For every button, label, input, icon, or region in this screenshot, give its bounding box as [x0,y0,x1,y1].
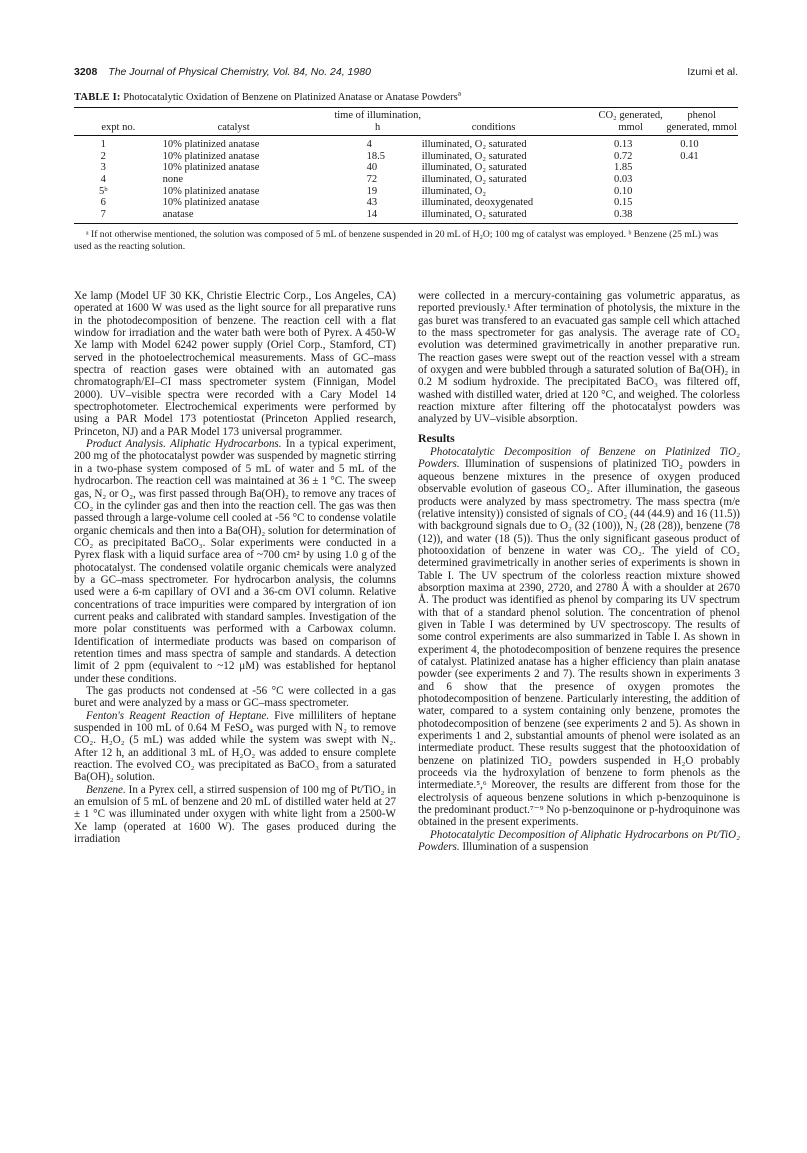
header-expt-no: expt no. [101,121,136,133]
journal-citation: The Journal of Physical Chemistry, Vol. 84, No. 24, 1980 [108,66,371,78]
cell-expt-no: 5ᵇ [99,185,108,197]
paragraph [418,829,740,854]
runin-heading: Photocatalytic Decomposition of Benzene on Platinized TiO₂ Powders. [418,446,740,471]
table-row [74,197,738,209]
cell-conditions: illuminated, O₂ saturated [421,173,527,185]
cell-expt-no: 3 [100,162,106,174]
cell-catalyst: 10% platinized anatase [162,185,260,197]
paragraph [418,446,740,829]
paragraph-text: Five milliliters of heptane suspended in 100 mL of 0.64 M FeSO₄ was purged with N₂ to remove CO₂. H₂O₂ (5 mL) was added while the system was swept with N₂. After 12 h, an additional 3 mL of H₂O₂ was added to ensure complete reaction. The evolved CO₂ was precipitated as BaCO₃ from a saturated Ba(OH)₂ solution. [74,709,397,784]
runin-heading: Benzene. [86,783,126,796]
cell-catalyst: 10% platinized anatase [162,162,260,174]
right-column [418,290,740,853]
cell-catalyst: 10% platinized anatase [162,150,260,162]
header-conditions: conditions [471,121,516,133]
cell-conditions: illuminated, deoxygenated [421,197,534,209]
table-1 [74,88,738,252]
table-row [74,151,738,163]
cell-co2: 0.15 [614,197,633,209]
table-caption [74,88,738,103]
cell-time: 19 [366,185,378,197]
cell-phenol [665,197,738,209]
cell-co2: 1.85 [614,162,633,174]
runin-heading: Fenton's Reagent Reaction of Heptane. [86,709,270,722]
page-number: 3208 [74,66,98,78]
left-column [74,290,396,845]
paragraph-text: Illumination of a suspension [462,841,589,854]
header-co2: CO₂ generated, mmol [598,110,663,133]
cell-conditions: illuminated, O₂ saturated [421,162,527,174]
table-footnote: ᵃ If not otherwise mentioned, the solution was composed of 5 mL of benzene suspended in 20 mL of H₂O; 100 mg of catalyst was employed. ᵇ Benzene (25 mL) was used as the reacting solution. [74,229,719,252]
cell-conditions: illuminated, O₂ saturated [421,150,527,162]
table-row [74,186,738,198]
header-time: time of illumination, h [334,110,421,133]
cell-expt-no: 2 [100,150,106,162]
cell-phenol: 0.41 [680,150,699,162]
cell-expt-no: 6 [100,197,106,209]
cell-time: 72 [366,173,378,185]
cell-catalyst: anatase [162,208,194,220]
paragraph-text: In a typical experiment, 200 mg of the photocatalyst powder was suspended by magnetic stirring in a two-phase system composed of 5 mL of water and 5 mL of the hydrocarbon. The reaction cell was maintained at 36 ± 1 °C. The sweep gas, N₂ or O₂, was first passed through Ba(OH)₂ to remove any traces of CO₂ in the cylinder gas and then into the reaction cell. The gas was then passed through a large-volume cell cooled at -56 °C to condense volatile organic chemicals and then into a Ba(OH)₂ solution for determination of CO₂ as precipitated BaCO₃. Solar experiments were conducted in a Pyrex flask with a liquid surface area of ~700 cm² by using 1.0 g of the photocatalyst. The condensed volatile organic chemicals were analyzed by a GC–mass spectrometer. For hydrocarbon analysis, the columns used were a 6-m capillary of OVI and a 36-cm OVI column. Relative concentrations of trace impurities were compared by intergration of ion current peaks and calibrated with standard samples. Investigation of the more polar constituents was performed with a Carbowax column. Identification of intermediate products was based on comparison of retention times and mass spectra of sample and standards. A detection limit of 2 ppm (equivalent to ~12 μM) was established for heptanol under these conditions. [74,438,396,685]
cell-co2: 0.72 [614,150,633,162]
running-head [74,66,738,84]
cell-catalyst: none [162,173,183,185]
cell-phenol: 0.10 [680,139,699,151]
paragraph [74,438,396,685]
table-label: TABLE I: [74,92,121,103]
header-phenol: phenol generated, mmol [666,110,737,133]
cell-co2: 0.10 [614,185,633,197]
cell-phenol [665,162,738,174]
cell-catalyst: 10% platinized anatase [162,139,260,151]
cell-time: 43 [366,197,378,209]
section-heading: Results [418,430,455,445]
paragraph-text: Illumination of suspensions of platinized TiO₂ powders in aqueous benzene mixtures in the presence of oxygen produced observable evolution of gaseous CO₂. After illumination, the gaseous products were analyzed by mass spectrometry. The mass spectra (m/e (relative intensity)) consisted of signals of CO₂ (44 (44.9) and 16 (11.5)) with background signals due to O₂ (32 (100)), N₂ (28 (28)), benzene (78 (12)), and water (18 (5)). Thus the only significant gaseous product of photooxidation of benzene in water was CO₂. The yield of CO₂ determined gravimetrically in another series of experiments is shown in Table I. The UV spectrum of the colorless reaction mixture showed absorption maxima at 2390, 2720, and 2780 Å with a shoulder at 2670 Å. The product was identified as phenol by comparing its UV spectrum with that of a standard phenol solution. The concentration of phenol given in Table I was determined by UV spectroscopy. The results of some control experiments are also summarized in Table I. As shown in experiment 4, the photodecomposition of benzene requires the presence of catalyst. Platinized anatase has a higher efficiency than plain anatase powder (see experiments 2 and 7). The results shown in experiments 3 and 6 show that the presence of oxygen promotes the photodecomposition of benzene. Particularly interesting, the addition of water, compared to a system containing only benzene, promotes the photodecomposition of benzene (see experiments 2 and 5). As shown in experiments 1 and 2, substantial amounts of phenol were isolated as an intermediate product. These results suggest that the photooxidation of benzene on platinized TiO₂ powders suspended in H₂O probably proceeds via the hydroxylation of benzene to form phenols as the intermediate.⁵,⁶ Moreover, the results are different from those for the electrolysis of aqueous benzene solutions in which p-benzoquinone is the predominant product.⁷⁻⁹ No p-benzoquinone or p-hydroquinone was obtained in the present experiments. [418,458,740,829]
cell-conditions: illuminated, O₂ saturated [421,139,527,151]
paragraph [74,710,396,784]
header-catalyst: catalyst [217,121,250,133]
running-head-authors: Izumi et al. [687,66,738,78]
cell-expt-no: 7 [100,208,106,220]
cell-time: 18.5 [366,150,385,162]
table-title-footnote-mark: a [457,88,461,98]
table-row [74,136,738,151]
cell-phenol [665,174,738,186]
cell-time: 40 [366,162,378,174]
cell-co2: 0.13 [614,139,633,151]
cell-time: 14 [366,208,378,220]
cell-co2: 0.38 [614,208,633,220]
cell-conditions: illuminated, O₂ [421,185,487,197]
cell-co2: 0.03 [614,173,633,185]
cell-phenol [665,209,738,224]
data-table [74,107,738,224]
cell-time: 4 [366,139,372,151]
table-row [74,162,738,174]
table-row [74,174,738,186]
paragraph: Xe lamp (Model UF 30 KK, Christie Electric Corp., Los Angeles, CA) operated at 1600 W was used as the light source for all preparative runs in the photodecomposition of benzene. The reaction cell with a flat window for irradiation and the water bath were both of Pyrex. A 450-W Xe lamp with Model 6242 power supply (Oriel Corp., Stamford, CT) served in the photoelectrochemical measurements. Mass of GC–mass spectra of reaction gases were obtained with an automated gas chromatograph/EI–CI mass spectrometer system (Finnigan, Model 2000). UV–visible spectra were recorded with a Cary Model 14 spectrophotometer. Electrochemical experiments were performed by using a PAR Model 173 potentiostat (Princeton Applied research, Princeton, NJ) and a PAR Model 173 universal programmer. [74,290,396,438]
cell-conditions: illuminated, O₂ saturated [421,208,527,220]
cell-catalyst: 10% platinized anatase [162,197,260,209]
cell-expt-no: 4 [100,173,106,185]
paragraph [74,784,396,846]
paragraph: The gas products not condensed at -56 °C were collected in a gas buret and were analyzed by a mass or GC–mass spectrometer. [74,685,396,710]
cell-expt-no: 1 [100,139,106,151]
table-row [74,209,738,224]
table-title: Photocatalytic Oxidation of Benzene on Platinized Anatase or Anatase Powders [123,92,458,103]
paragraph-text: In a Pyrex cell, a stirred suspension of 100 mg of Pt/TiO₂ in an emulsion of 5 mL of benzene and 20 mL of distilled water held at 27 ± 1 °C was illuminated under oxygen with white light from a 2500-W Xe lamp (operated at 1600 W). The gases produced during the irradiation [74,783,396,846]
runin-heading: Photocatalytic Decomposition of Aliphatic Hydrocarbons on Pt/TiO₂ Powders. [418,828,740,854]
runin-heading: Product Analysis. Aliphatic Hydrocarbons. [86,438,282,451]
paragraph: were collected in a mercury-containing gas volumetric apparatus, as reported previously.¹ After termination of photolysis, the mixture in the gas buret was transfered to an evacuated gas sample cell which attached to the mass spectrometer for gas analysis. The average rate of CO₂ evolution was determined gravimetrically in another preparative run. The reaction gases were swept out of the reaction vessel with a stream of oxygen and were bubbled through a saturated solution of Ba(OH)₂ in 0.2 M sodium hydroxide. The precipitated BaCO₃ was filtered off, washed with distilled water, dried at 120 °C, and weighed. The colorless reaction mixture after filtering off the photocatalyst powders was analyzed by UV–visible absorption. [418,290,740,426]
cell-phenol [665,186,738,198]
